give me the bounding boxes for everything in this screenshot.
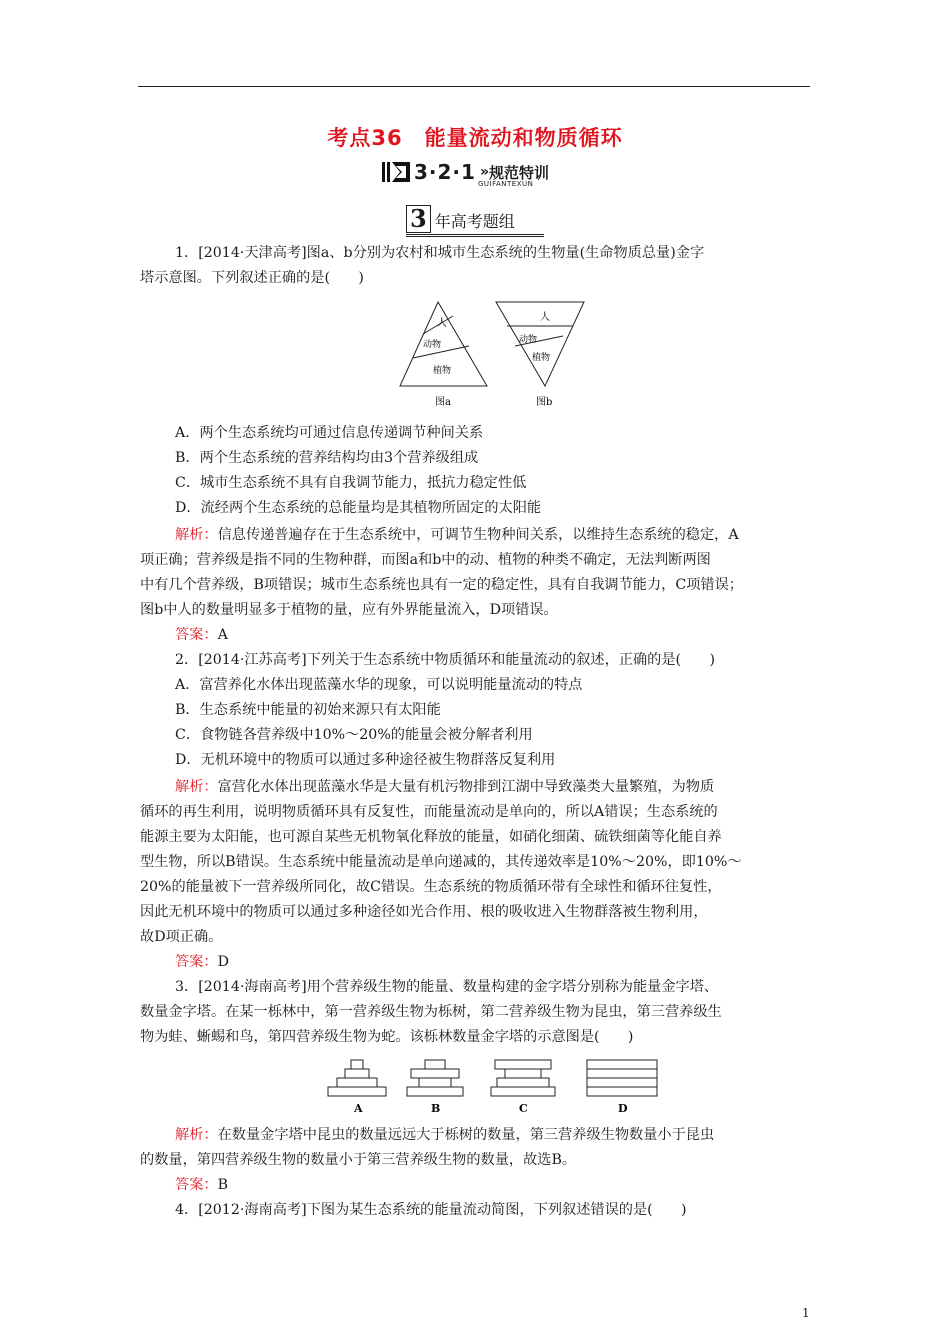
q1-analysis-label: 解析：	[175, 527, 218, 543]
q2-analysis-line3: 能源主要为太阳能，也可源自某些无机物氧化释放的能量，如硝化细菌、硫铁细菌等化能自养	[140, 829, 722, 845]
fig-b-people: 人	[540, 312, 550, 323]
q1-option-c: C．城市生态系统不具有自我调节能力，抵抗力稳定性低	[175, 475, 527, 491]
banner-pinyin: GUIFANTEXUN	[478, 180, 534, 188]
q3-stem-line2: 数量金字塔。在某一栎林中，第一营养级生物为栎树，第二营养级生物为昆虫，第三营养级生	[140, 1004, 722, 1020]
q2-option-a: A．富营养化水体出现蓝藻水华的现象，可以说明能量流动的特点	[175, 677, 583, 693]
section-number: 3	[406, 205, 431, 233]
q1-option-d: D．流经两个生态系统的总能量均是其植物所固定的太阳能	[175, 500, 542, 516]
section-banner	[382, 158, 549, 186]
q1-stem-line2: 塔示意图。下列叙述正确的是( )	[140, 270, 364, 286]
q2-analysis-line4: 型生物，所以B错误。生态系统中能量流动是单向递减的，其传递效率是10%～20%，即10%～	[140, 854, 742, 870]
q3-fig-label-a: A	[354, 1102, 363, 1115]
banner-logo-icon	[382, 160, 412, 184]
q2-answer-label: 答案：	[175, 954, 218, 970]
q2-analysis-line5: 20%的能量被下一营养级所同化，故C错误。生态系统的物质循环带有全球性和循环往复性，	[140, 879, 722, 895]
section-heading	[406, 206, 544, 233]
q3-stem-line3: 物为蛙、蜥蜴和鸟，第四营养级生物为蛇。该栎林数量金字塔的示意图是( )	[140, 1029, 634, 1045]
fig-a-plants: 植物	[433, 366, 452, 376]
fig-b-plants: 植物	[532, 353, 551, 363]
q2-stem: 2．[2014·江苏高考]下列关于生态系统中物质循环和能量流动的叙述，正确的是( )	[175, 652, 715, 668]
q1-answer: 答案：A	[175, 627, 228, 643]
q3-analysis-line2: 的数量，第四营养级生物的数量小于第三营养级生物的数量，故选B。	[140, 1152, 577, 1168]
q2-analysis-line1: 解析：富营化水体出现蓝藻水华是大量有机污物排到江湖中导致藻类大量繁殖，为物质	[175, 779, 715, 795]
q3-analysis-label: 解析：	[175, 1127, 218, 1143]
pyramid-a	[400, 302, 487, 408]
banner-text: 规范特训	[489, 163, 550, 182]
q1-analysis-line1: 解析：信息传递普遍存在于生态系统中，可调节生物种间关系，以维持生态系统的稳定，A	[175, 527, 739, 543]
q3-analysis-line1: 解析：在数量金字塔中昆虫的数量远远大于栎树的数量，第三营养级生物数量小于昆虫	[175, 1127, 715, 1143]
q1-analysis-line2: 项正确；营养级是指不同的生物种群，而图a和b中的动、植物的种类不确定，无法判断两图	[140, 552, 711, 568]
q3-answer: 答案：B	[175, 1177, 229, 1193]
q2-analysis-line7: 故D项正确。	[140, 929, 223, 945]
q2-answer: 答案：D	[175, 954, 229, 970]
fig-a-animals: 动物	[423, 340, 442, 350]
fig-a-caption: 图a	[435, 397, 451, 408]
q1-answer-label: 答案：	[175, 627, 218, 643]
q2-option-b: B．生态系统中能量的初始来源只有太阳能	[175, 702, 441, 718]
banner-chevron: »	[479, 164, 489, 180]
q1-option-a: A．两个生态系统均可通过信息传递调节种间关系	[175, 425, 484, 441]
banner-number: 3·2·1	[414, 160, 476, 184]
q3-fig-label-d: D	[618, 1102, 628, 1115]
q1-option-b: B．两个生态系统的营养结构均由3个营养级组成	[175, 450, 479, 466]
q2-option-d: D．无机环境中的物质可以通过多种途径被生物群落反复利用	[175, 752, 556, 768]
page-number: 1	[802, 1306, 810, 1320]
q2-analysis-line2: 循环的再生利用，说明物质循环具有反复性，而能量流动是单向的，所以A错误；生态系统的	[140, 804, 718, 820]
q3-answer-label: 答案：	[175, 1177, 218, 1193]
q3-fig-label-b: B	[431, 1102, 441, 1115]
q1-analysis-line3: 中有几个营养级，B项错误；城市生态系统也具有一定的稳定性，具有自我调节能力，C项错误；	[140, 577, 743, 593]
section-text: 年高考题组	[434, 212, 515, 231]
q3-stem-line1: 3．[2014·海南高考]用个营养级生物的能量、数量构建的金字塔分别称为能量金字塔、	[175, 979, 719, 995]
page-title: 考点36 能量流动和物质循环	[327, 126, 623, 150]
q1-stem-line1: 1．[2014·天津高考]图a、b分别为农村和城市生态系统的生物量(生命物质总量)金字	[175, 245, 705, 261]
q4-stem: 4．[2012·海南高考]下图为某生态系统的能量流动简图，下列叙述错误的是( )	[175, 1202, 687, 1218]
q3-fig-label-c: C	[519, 1102, 528, 1115]
q2-option-c: C．食物链各营养级中10%～20%的能量会被分解者利用	[175, 727, 533, 743]
q2-analysis-label: 解析：	[175, 779, 218, 795]
q1-analysis-line4: 图b中人的数量明显多于植物的量，应有外界能量流入，D项错误。	[140, 602, 558, 618]
fig-a-people: 人	[437, 318, 447, 329]
q3-pyramid-options-figure	[325, 1052, 665, 1118]
q1-pyramid-figure	[395, 296, 595, 412]
q2-analysis-line6: 因此无机环境中的物质可以通过多种途径如光合作用、根的吸收进入生物群落被生物利用，	[140, 904, 708, 920]
header-rule	[138, 86, 810, 87]
fig-b-animals: 动物	[519, 335, 538, 345]
pyramid-b	[496, 302, 584, 408]
fig-b-caption: 图b	[536, 397, 553, 408]
